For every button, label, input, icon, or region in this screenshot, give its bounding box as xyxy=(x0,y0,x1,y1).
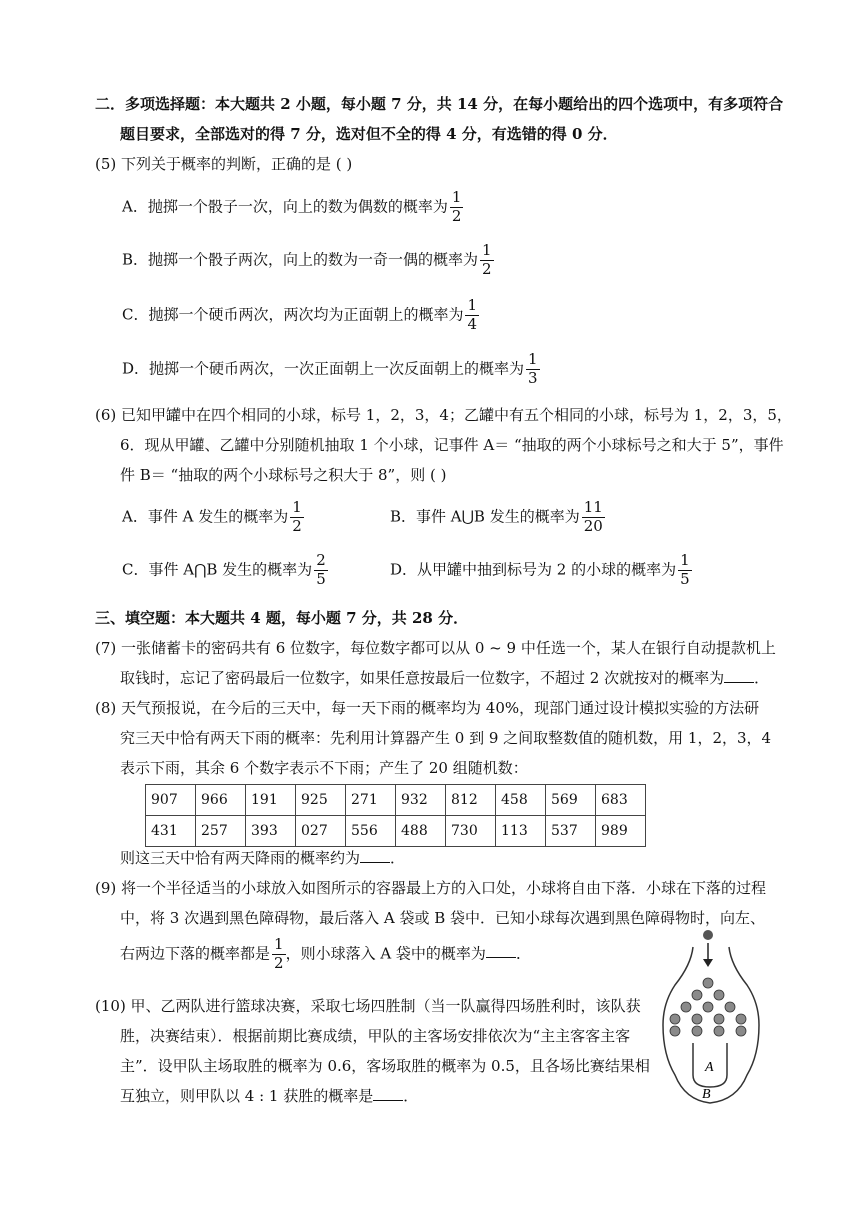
q6-line2: 6．现从甲罐、乙罐中分别随机抽取 1 个小球，记事件 A＝ “抽取的两个小球标号之和大于 5”，事件 xyxy=(120,436,784,454)
q9-line3-text-a: 右两边下落的概率都是 xyxy=(120,944,271,963)
fraction-numerator: 1 xyxy=(528,350,538,368)
q6-option-b xyxy=(390,500,605,535)
q6-option-c-fraction xyxy=(314,553,328,588)
table-cell: 458 xyxy=(496,785,546,816)
q5-option-b xyxy=(122,243,494,278)
q9-line3 xyxy=(120,937,531,972)
q7-line2-text: 取钱时，忘记了密码最后一位数字，如果任意按最后一位数字，不超过 2 次就按对的概率为 xyxy=(120,669,725,687)
table-cell: 569 xyxy=(546,785,596,816)
table-cell: 907 xyxy=(146,785,196,816)
q9-line1: (9) 将一个半径适当的小球放入如图所示的容器最上方的入口处，小球将自由下落．小球在下落的过程 xyxy=(95,879,767,897)
q5-option-b-text: B．抛掷一个骰子两次，向上的数为一奇一偶的概率为 xyxy=(122,250,479,269)
q6-option-a-text: A．事件 A 发生的概率为 xyxy=(122,507,289,526)
q6-option-a xyxy=(122,500,304,535)
answer-blank xyxy=(486,943,516,958)
q8-line4 xyxy=(120,847,405,869)
fraction-numerator: 1 xyxy=(292,498,302,516)
random-number-table xyxy=(145,784,646,847)
q5-option-d-text: D．抛掷一个硬币两次，一次正面朝上一次反面朝上的概率为 xyxy=(122,359,525,378)
q9-line3-text-b: ，则小球落入 A 袋中的概率为 xyxy=(285,944,486,963)
q5-option-d-fraction xyxy=(526,352,540,387)
ball-container-figure xyxy=(655,925,775,1125)
table-row xyxy=(146,816,646,847)
q5-stem: (5) 下列关于概率的判断，正确的是 ( ) xyxy=(95,155,353,173)
q7-line1: (7) 一张储蓄卡的密码共有 6 位数字，每位数字都可以从 0 ~ 9 中任选一个，某人在银行自动提款机上 xyxy=(95,639,776,657)
table-cell: 556 xyxy=(346,816,396,847)
q7-line2 xyxy=(120,667,769,689)
table-cell: 027 xyxy=(296,816,346,847)
table-cell: 989 xyxy=(596,816,646,847)
q8-line4-text: 则这三天中恰有两天降雨的概率约为 xyxy=(120,849,361,867)
q10-end-punct: ． xyxy=(403,1087,419,1105)
arrow-head xyxy=(703,959,713,967)
fraction-denominator: 2 xyxy=(292,516,302,535)
table-cell: 966 xyxy=(196,785,246,816)
q5-option-c-text: C．抛掷一个硬币两次，两次均为正面朝上的概率为 xyxy=(122,305,464,324)
table-cell: 683 xyxy=(596,785,646,816)
fraction-denominator: 4 xyxy=(467,314,478,333)
q9-line2: 中，将 3 次遇到黑色障碍物，最后落入 A 袋或 B 袋中．已知小球每次遇到黑色障碍物时，向左、 xyxy=(120,909,766,927)
section3-heading: 三、填空题：本大题共 4 题，每小题 7 分，共 28 分． xyxy=(95,609,469,627)
fraction-denominator: 3 xyxy=(528,368,538,387)
table-cell: 271 xyxy=(346,785,396,816)
answer-blank xyxy=(360,848,390,863)
q8-line2: 究三天中恰有两天下雨的概率：先利用计算器产生 0 到 9 之间取整数值的随机数，用 1，2，3，4 xyxy=(120,729,772,747)
table-cell: 488 xyxy=(396,816,446,847)
table-row xyxy=(146,785,646,816)
q10-line4-text: 互独立，则甲队以 4 : 1 获胜的概率是 xyxy=(120,1087,374,1105)
q6-option-d xyxy=(390,553,692,588)
answer-blank xyxy=(373,1086,403,1101)
answer-blank xyxy=(724,668,754,683)
q6-option-b-text: B．事件 A⋃B 发生的概率为 xyxy=(390,507,580,526)
q8-line1: (8) 天气预报说，在今后的三天中，每一天下雨的概率均为 40%，现部门通过设计模拟实验的方法研 xyxy=(95,699,760,717)
q9-fraction xyxy=(272,937,286,972)
fraction-denominator: 2 xyxy=(451,206,462,225)
table-cell: 812 xyxy=(446,785,496,816)
obstacles xyxy=(670,978,746,1036)
fraction-denominator: 5 xyxy=(680,569,690,588)
fraction-numerator: 1 xyxy=(451,188,462,206)
fraction-numerator: 1 xyxy=(274,935,284,953)
section2-heading-line2: 题目要求，全部选对的得 7 分，选对但不全的得 4 分，有选错的得 0 分． xyxy=(120,125,618,143)
table-cell: 431 xyxy=(146,816,196,847)
fraction-denominator: 2 xyxy=(482,259,492,278)
q10-line2: 胜，决赛结束）．根据前期比赛成绩，甲队的主客场安排依次为“主主客客主客 xyxy=(120,1027,631,1045)
q6-option-c xyxy=(122,553,328,588)
q5-option-d xyxy=(122,352,540,387)
fraction-numerator: 2 xyxy=(316,551,326,569)
fraction-numerator: 1 xyxy=(482,241,492,259)
q10-line4 xyxy=(120,1085,418,1107)
table-cell: 925 xyxy=(296,785,346,816)
q6-option-c-text: C．事件 A⋂B 发生的概率为 xyxy=(122,560,313,579)
table-cell: 932 xyxy=(396,785,446,816)
q5-option-a-fraction xyxy=(450,190,464,225)
q8-line3: 表示下雨，其余 6 个数字表示不下雨；产生了 20 组随机数： xyxy=(120,759,528,777)
q6-option-b-fraction xyxy=(582,500,605,535)
q9-end-punct: ． xyxy=(515,944,531,963)
q5-option-c xyxy=(122,298,479,333)
q6-option-d-text: D．从甲罐中抽到标号为 2 的小球的概率为 xyxy=(390,560,677,579)
q5-option-c-fraction xyxy=(465,298,479,333)
table-cell: 113 xyxy=(496,816,546,847)
table-cell: 393 xyxy=(246,816,296,847)
label-b: B xyxy=(702,1087,711,1102)
fraction-numerator: 1 xyxy=(680,551,690,569)
fraction-denominator: 2 xyxy=(274,953,284,972)
fraction-denominator: 20 xyxy=(583,516,603,535)
q5-option-a-text: A．抛掷一个骰子一次，向上的数为偶数的概率为 xyxy=(122,197,448,216)
table-cell: 730 xyxy=(446,816,496,847)
section2-heading-line1: 二．多项选择题：本大题共 2 小题，每小题 7 分，共 14 分，在每小题给出的四个选项中，有多项符合 xyxy=(95,95,784,113)
ball-icon xyxy=(703,930,713,940)
q6-option-a-fraction xyxy=(290,500,304,535)
q5-option-b-fraction xyxy=(480,243,494,278)
table-cell: 537 xyxy=(546,816,596,847)
q8-end-punct: ． xyxy=(390,849,406,867)
q6-line1: (6) 已知甲罐中在四个相同的小球，标号 1，2，3，4；乙罐中有五个相同的小球，标号为 1，2，3，5， xyxy=(95,406,792,424)
table-cell: 257 xyxy=(196,816,246,847)
fraction-numerator: 1 xyxy=(467,296,478,314)
q6-option-d-fraction xyxy=(678,553,692,588)
container-outline xyxy=(663,947,759,1103)
label-a: A xyxy=(705,1060,714,1075)
q6-line3: 件 B＝ “抽取的两个小球标号之积大于 8”，则 ( ) xyxy=(120,466,447,484)
fraction-denominator: 5 xyxy=(316,569,326,588)
q5-option-a xyxy=(122,190,463,225)
q10-line1: (10) 甲、乙两队进行篮球决赛，采取七场四胜制（当一队赢得四场胜利时，该队获 xyxy=(95,997,641,1015)
q10-line3: 主”．设甲队主场取胜的概率为 0.6，客场取胜的概率为 0.5，且各场比赛结果相 xyxy=(120,1057,650,1075)
fraction-numerator: 11 xyxy=(583,498,603,516)
q7-end-punct: ． xyxy=(754,669,770,687)
table-cell: 191 xyxy=(246,785,296,816)
